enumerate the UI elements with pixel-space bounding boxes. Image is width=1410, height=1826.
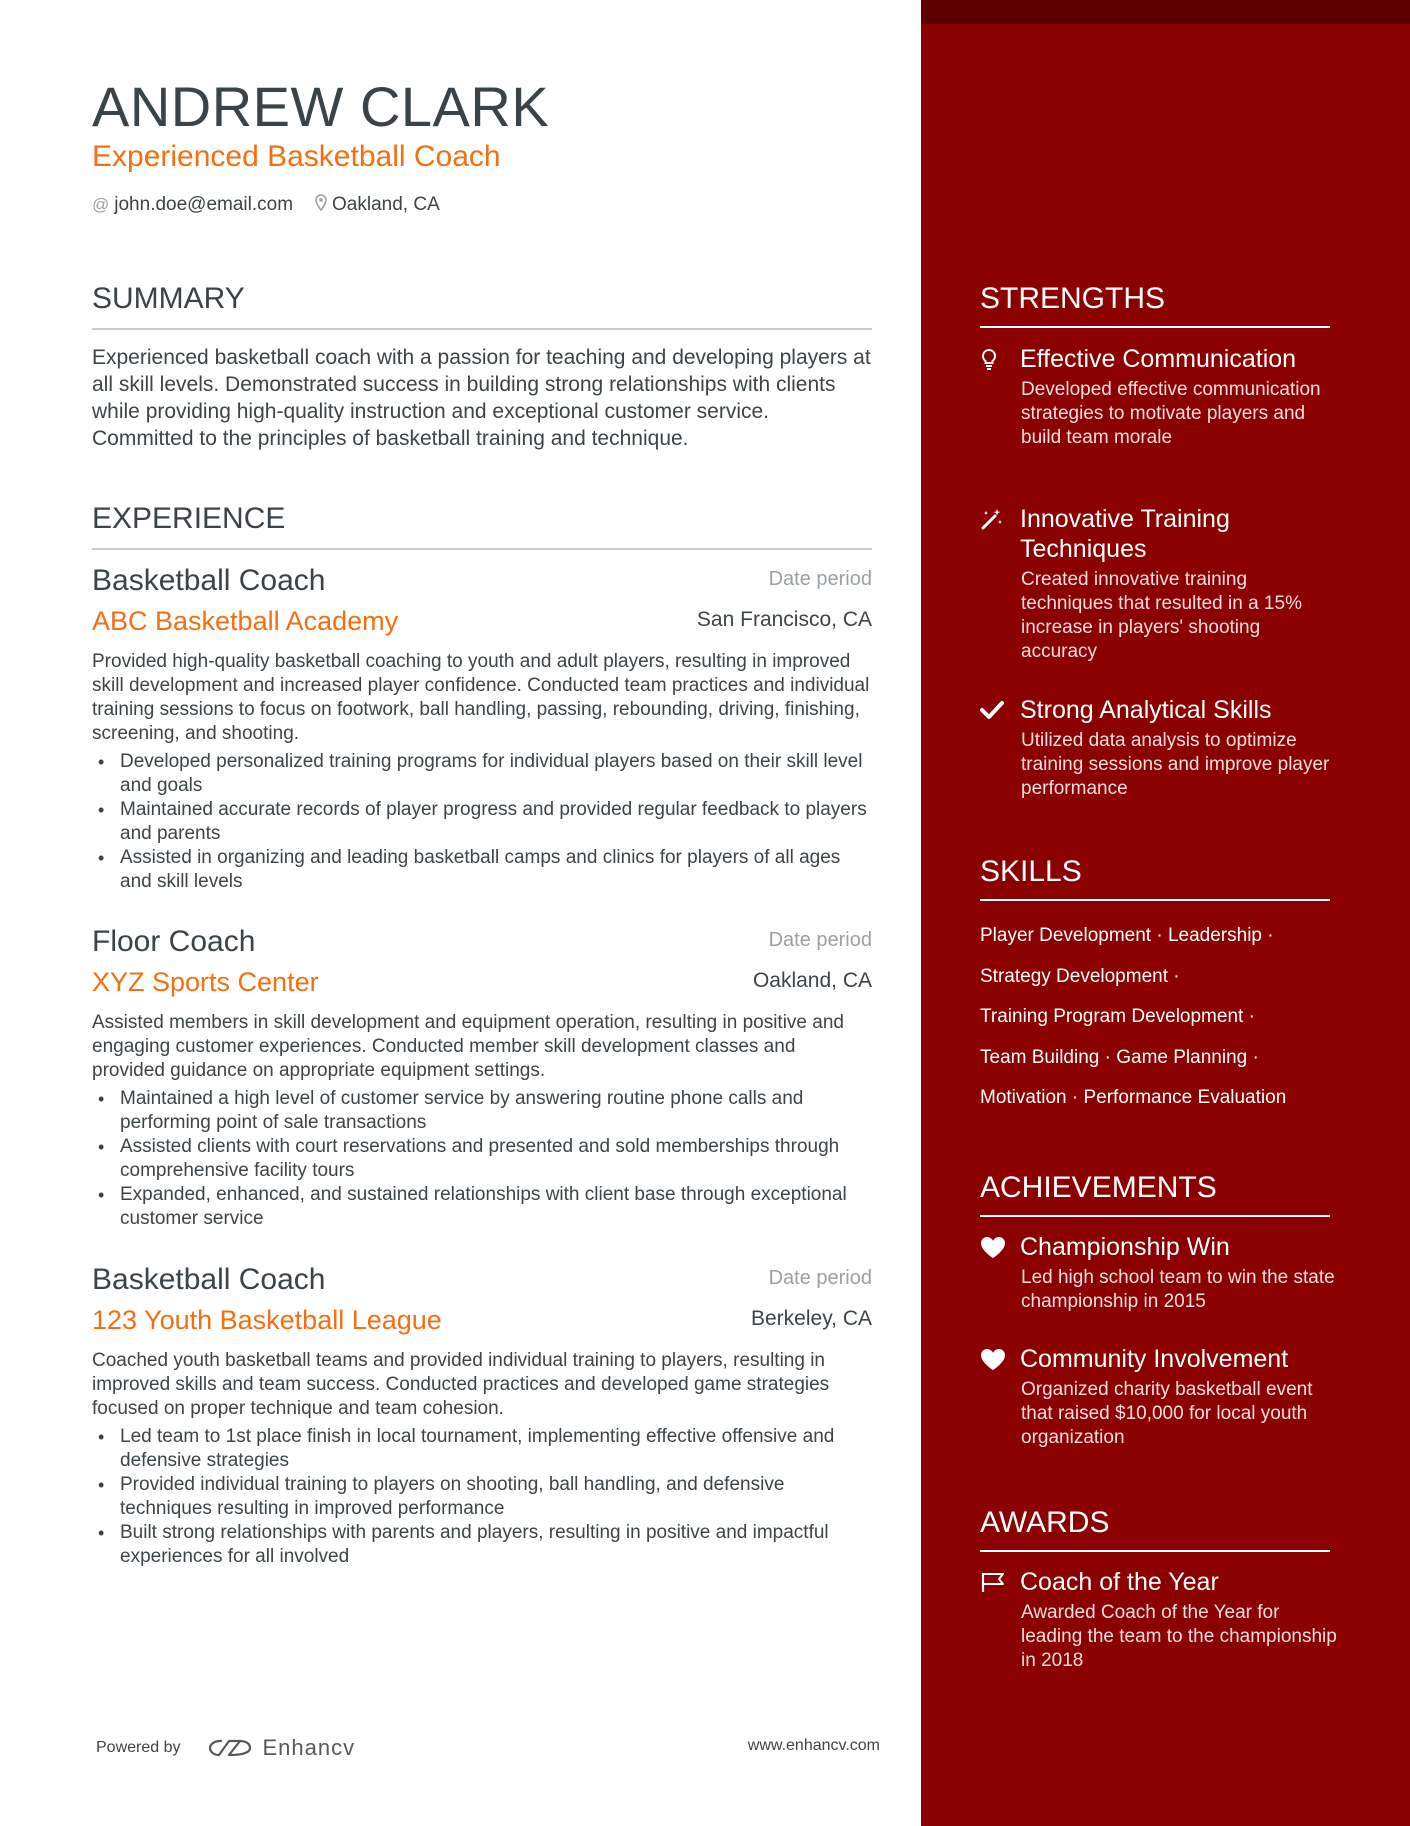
job-role: Basketball Coach xyxy=(92,1263,326,1296)
skill-line: Team Building · Game Planning · xyxy=(980,1046,1259,1068)
candidate-title: Experienced Basketball Coach xyxy=(92,140,501,173)
strength-description: Developed effective communication strategies to motivate players and build team morale xyxy=(1021,379,1321,448)
job-bullet: • Maintained accurate records of player progress and provided regular feedback to players and parents xyxy=(92,798,872,846)
location-pin-icon xyxy=(315,194,327,216)
achievement-title: Championship Win xyxy=(1020,1233,1230,1261)
heart-icon xyxy=(980,1344,1020,1374)
enhancv-logo-icon xyxy=(207,1737,253,1759)
powered-by xyxy=(96,1735,355,1761)
job-description: Assisted members in skill development and equipment operation, resulting in positive and engaging customer experiences. Conducted member skill development classes and provided guidance on appropriate equipment settings. xyxy=(92,1012,844,1081)
job-company: ABC Basketball Academy xyxy=(92,606,399,636)
strength-title: Effective Communication xyxy=(1020,345,1297,373)
skills-heading: SKILLS xyxy=(980,855,1330,901)
strength-item xyxy=(980,344,1340,450)
strengths-heading: STRENGTHS xyxy=(980,282,1330,328)
job-location: Oakland, CA xyxy=(752,969,872,992)
job-bullets xyxy=(92,1425,872,1569)
job-bullets xyxy=(92,1087,872,1231)
strength-item xyxy=(980,504,1340,664)
skill-line: Player Development · Leadership · xyxy=(980,925,1274,946)
job-description: Provided high-quality basketball coaching to youth and adult players, resulting in improved skill development and increased player confidence. Conducted team practices and individual training sessions to focus on footwork, ball handling, passing, rebounding, driving, finishing, screening, and shooting. xyxy=(92,651,870,744)
job-company: 123 Youth Basketball League xyxy=(92,1305,442,1335)
email-text: john.doe@email.com xyxy=(114,194,294,215)
job-entry xyxy=(92,564,872,894)
job-date: Date period xyxy=(768,929,872,951)
footer xyxy=(92,1731,880,1761)
job-date: Date period xyxy=(768,568,872,590)
job-bullet: • Maintained a high level of customer service by answering routine phone calls and performing point of sale transactions xyxy=(92,1087,872,1135)
achievement-title: Community Involvement xyxy=(1020,1345,1289,1373)
job-description: Coached youth basketball teams and provided individual training to players, resulting in improved skills and team success. Conducted practices and developed game strategies focused on proper technique and team cohesion. xyxy=(92,1350,830,1419)
job-entry xyxy=(92,1263,872,1569)
job-location: San Francisco, CA xyxy=(696,608,872,631)
job-company: XYZ Sports Center xyxy=(92,967,319,997)
contact-info xyxy=(92,194,440,216)
achievement-item xyxy=(980,1344,1340,1450)
skill-line: Strategy Development · xyxy=(980,965,1180,987)
candidate-name: ANDREW CLARK xyxy=(92,75,550,138)
award-title: Coach of the Year xyxy=(1020,1568,1219,1596)
job-bullet: • Developed personalized training programs for individual players based on their skill level and goals xyxy=(92,750,872,798)
check-icon xyxy=(980,695,1020,725)
award-item xyxy=(980,1567,1340,1673)
skill-line: Motivation · Performance Evaluation xyxy=(980,1087,1287,1108)
lightbulb-icon xyxy=(980,344,1020,374)
job-bullet: • Built strong relationships with parents and players, resulting in positive and impactful experiences for all involved xyxy=(92,1521,872,1569)
powered-by-label: Powered by xyxy=(96,1739,181,1756)
achievement-item xyxy=(980,1232,1340,1314)
strength-title: Innovative Training Techniques xyxy=(1020,505,1230,563)
wand-icon xyxy=(980,504,1020,534)
at-icon: @ xyxy=(92,195,110,214)
strength-item xyxy=(980,695,1340,801)
awards-heading: AWARDS xyxy=(980,1506,1330,1552)
site-link[interactable]: www.enhancv.com xyxy=(747,1737,880,1754)
job-bullet: • Led team to 1st place finish in local tournament, implementing effective offensive and defensive strategies xyxy=(92,1425,872,1473)
sidebar xyxy=(921,0,1410,1826)
heart-icon xyxy=(980,1232,1020,1262)
enhancv-brand-text: Enhancv xyxy=(262,1735,356,1760)
job-date: Date period xyxy=(768,1267,872,1289)
job-location: Berkeley, CA xyxy=(751,1307,872,1330)
job-role: Floor Coach xyxy=(92,925,256,958)
enhancv-logo[interactable] xyxy=(207,1735,356,1761)
achievements-heading: ACHIEVEMENTS xyxy=(980,1171,1330,1217)
skill-line: Training Program Development · xyxy=(980,1006,1255,1027)
achievement-description: Led high school team to win the state championship in 2015 xyxy=(1021,1267,1335,1312)
sidebar-top-bar xyxy=(921,0,1410,24)
location-text: Oakland, CA xyxy=(332,194,440,215)
contact-location xyxy=(315,194,440,216)
experience-heading: EXPERIENCE xyxy=(92,502,872,550)
job-bullet: • Assisted in organizing and leading basketball camps and clinics for players of all ages and skill levels xyxy=(92,846,872,894)
flag-icon xyxy=(980,1567,1020,1597)
job-bullet: • Assisted clients with court reservations and presented and sold memberships through comprehensive facility tours xyxy=(92,1135,872,1183)
strength-description: Created innovative training techniques that resulted in a 15% increase in players' shooting accuracy xyxy=(1021,569,1302,662)
job-entry xyxy=(92,925,872,1231)
strength-description: Utilized data analysis to optimize training sessions and improve player performance xyxy=(1021,730,1330,799)
award-description: Awarded Coach of the Year for leading the team to the championship in 2018 xyxy=(1021,1602,1337,1671)
strength-title: Strong Analytical Skills xyxy=(1020,696,1272,724)
job-bullet: • Expanded, enhanced, and sustained relationships with client base through exceptional customer service xyxy=(92,1183,872,1231)
job-role: Basketball Coach xyxy=(92,564,326,597)
job-bullet: • Provided individual training to players on shooting, ball handling, and defensive techniques resulting in improved performance xyxy=(92,1473,872,1521)
summary-heading: SUMMARY xyxy=(92,282,872,330)
skills-list xyxy=(980,916,1340,1119)
job-bullets xyxy=(92,750,872,894)
summary-text: Experienced basketball coach with a passion for teaching and developing players at all skill levels. Demonstrated success in building strong relationships with clients while providing high-quality instruction and exceptional customer service. Committed to the principles of basketball training and technique. xyxy=(92,346,871,450)
achievement-description: Organized charity basketball event that raised $10,000 for local youth organization xyxy=(1021,1379,1313,1448)
contact-email[interactable] xyxy=(92,194,293,216)
